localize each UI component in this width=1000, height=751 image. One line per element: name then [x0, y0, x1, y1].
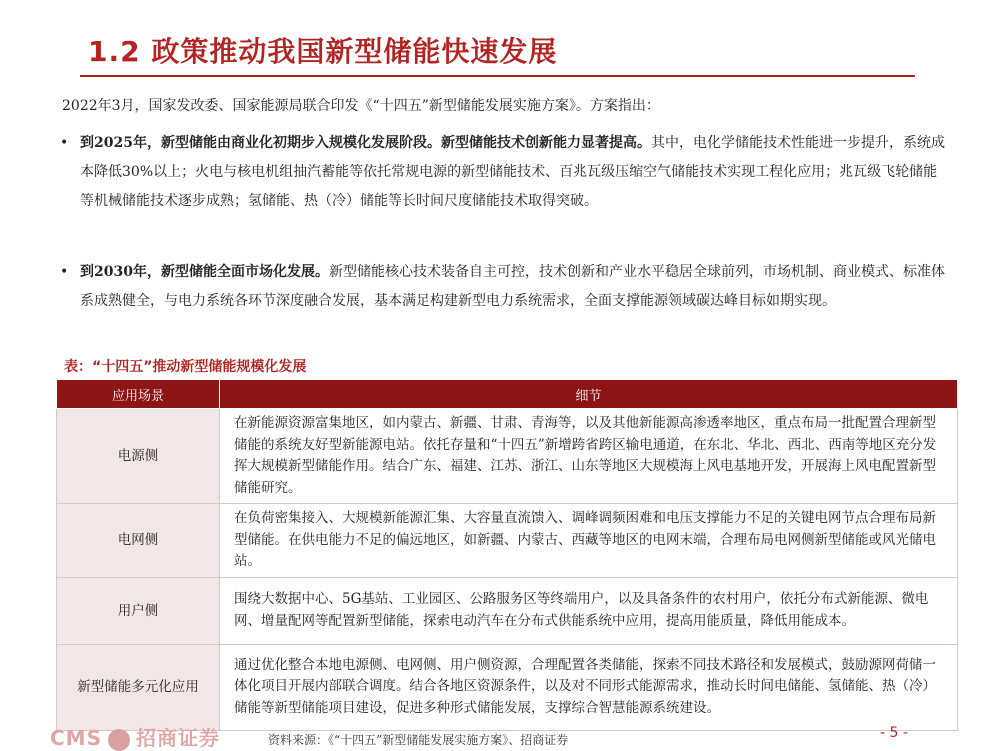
row-scene: 用户侧	[57, 577, 220, 644]
bullet-2025	[60, 129, 950, 216]
header-detail: 细节	[220, 380, 958, 409]
page-title: 1.2 政策推动我国新型储能快速发展	[88, 35, 558, 68]
policy-table	[56, 379, 958, 731]
row-detail: 在新能源资源富集地区，如内蒙古、新疆、甘肃、青海等，以及其他新能源高渗透率地区，重点布局一批配置合理新型储能的系统友好型新能源电站。依托存量和“十四五”新增跨省跨区输电通道，在东北、华北、西北、西南等地区充分发挥大规模新型储能作用。结合广东、福建、江苏、浙江、山东等地区大规模海上风电基地开发，开展海上风电配置新型储能研究。	[220, 409, 958, 504]
logo-text: CMS	[50, 726, 102, 750]
bullet-bold: 到2030年，新型储能全面市场化发展。	[80, 264, 329, 280]
company-logo	[50, 722, 220, 751]
row-detail: 围绕大数据中心、5G基站、工业园区、公路服务区等终端用户，以及具备条件的农村用户，依托分布式新能源、微电网、增量配网等配置新型储能，探索电动汽车在分布式供能系统中应用，提高用能质量，降低用能成本。	[220, 577, 958, 644]
table-header-row	[57, 380, 958, 409]
table-row	[57, 644, 958, 730]
bullet-bold: 到2025年，新型储能由商业化初期步入规模化发展阶段。新型储能技术创新能力显著提高。	[80, 135, 651, 151]
bullet-body: 新型储能核心技术装备自主可控，技术创新和产业水平稳居全球前列，市场机制、商业模式、标准体系成熟健全，与电力系统各环节深度融合发展，基本满足构建新型电力系统需求，全面支撑能源领域碳达峰目标如期实现。	[80, 264, 945, 309]
row-detail: 在负荷密集接入、大规模新能源汇集、大容量直流馈入、调峰调频困难和电压支撑能力不足的关键电网节点合理布局新型储能。在供电能力不足的偏远地区，如新疆、内蒙古、西藏等地区的电网末端，合理布局电网侧新型储能或风光储电站。	[220, 504, 958, 578]
source-note: 资料来源：《“十四五”新型储能发展实施方案》、招商证券	[268, 733, 569, 747]
header-scene: 应用场景	[57, 380, 220, 409]
bullet-text	[80, 129, 950, 216]
bullet-text	[80, 258, 950, 316]
page-number: - 5 -	[880, 725, 908, 741]
bullet-dot-icon: •	[60, 264, 69, 280]
title-divider	[80, 75, 915, 77]
table-caption: 表：“十四五”推动新型储能规模化发展	[64, 359, 307, 375]
table-row	[57, 409, 958, 504]
bullet-dot-icon: •	[60, 135, 69, 151]
table-row	[57, 577, 958, 644]
intro-text: 2022年3月，国家发改委、国家能源局联合印发《“十四五”新型储能发展实施方案》。方案指出：	[62, 98, 660, 114]
row-scene: 电网侧	[57, 504, 220, 578]
row-scene: 新型储能多元化应用	[57, 644, 220, 730]
row-scene: 电源侧	[57, 409, 220, 504]
logo-cn: 招商证券	[135, 726, 220, 750]
bullet-2030	[60, 258, 950, 316]
bullet-body: 其中，电化学储能技术性能进一步提升，系统成本降低30%以上；火电与核电机组抽汽蓄能等依托常规电源的新型储能技术、百兆瓦级压缩空气储能技术实现工程化应用；兆瓦级飞轮储能等机械储能技术逐步成熟；氢储能、热（冷）储能等长时间尺度储能技术取得突破。	[80, 135, 945, 209]
table-row	[57, 504, 958, 578]
logo-mark-icon	[108, 729, 130, 751]
row-detail: 通过优化整合本地电源侧、电网侧、用户侧资源，合理配置各类储能，探索不同技术路径和发展模式，鼓励源网荷储一体化项目开展内部联合调度。结合各地区资源条件，以及对不同形式能源需求，推动长时间电储能、氢储能、热（冷）储能等新型储能项目建设，促进多种形式储能发展，支撑综合智慧能源系统建设。	[220, 644, 958, 730]
